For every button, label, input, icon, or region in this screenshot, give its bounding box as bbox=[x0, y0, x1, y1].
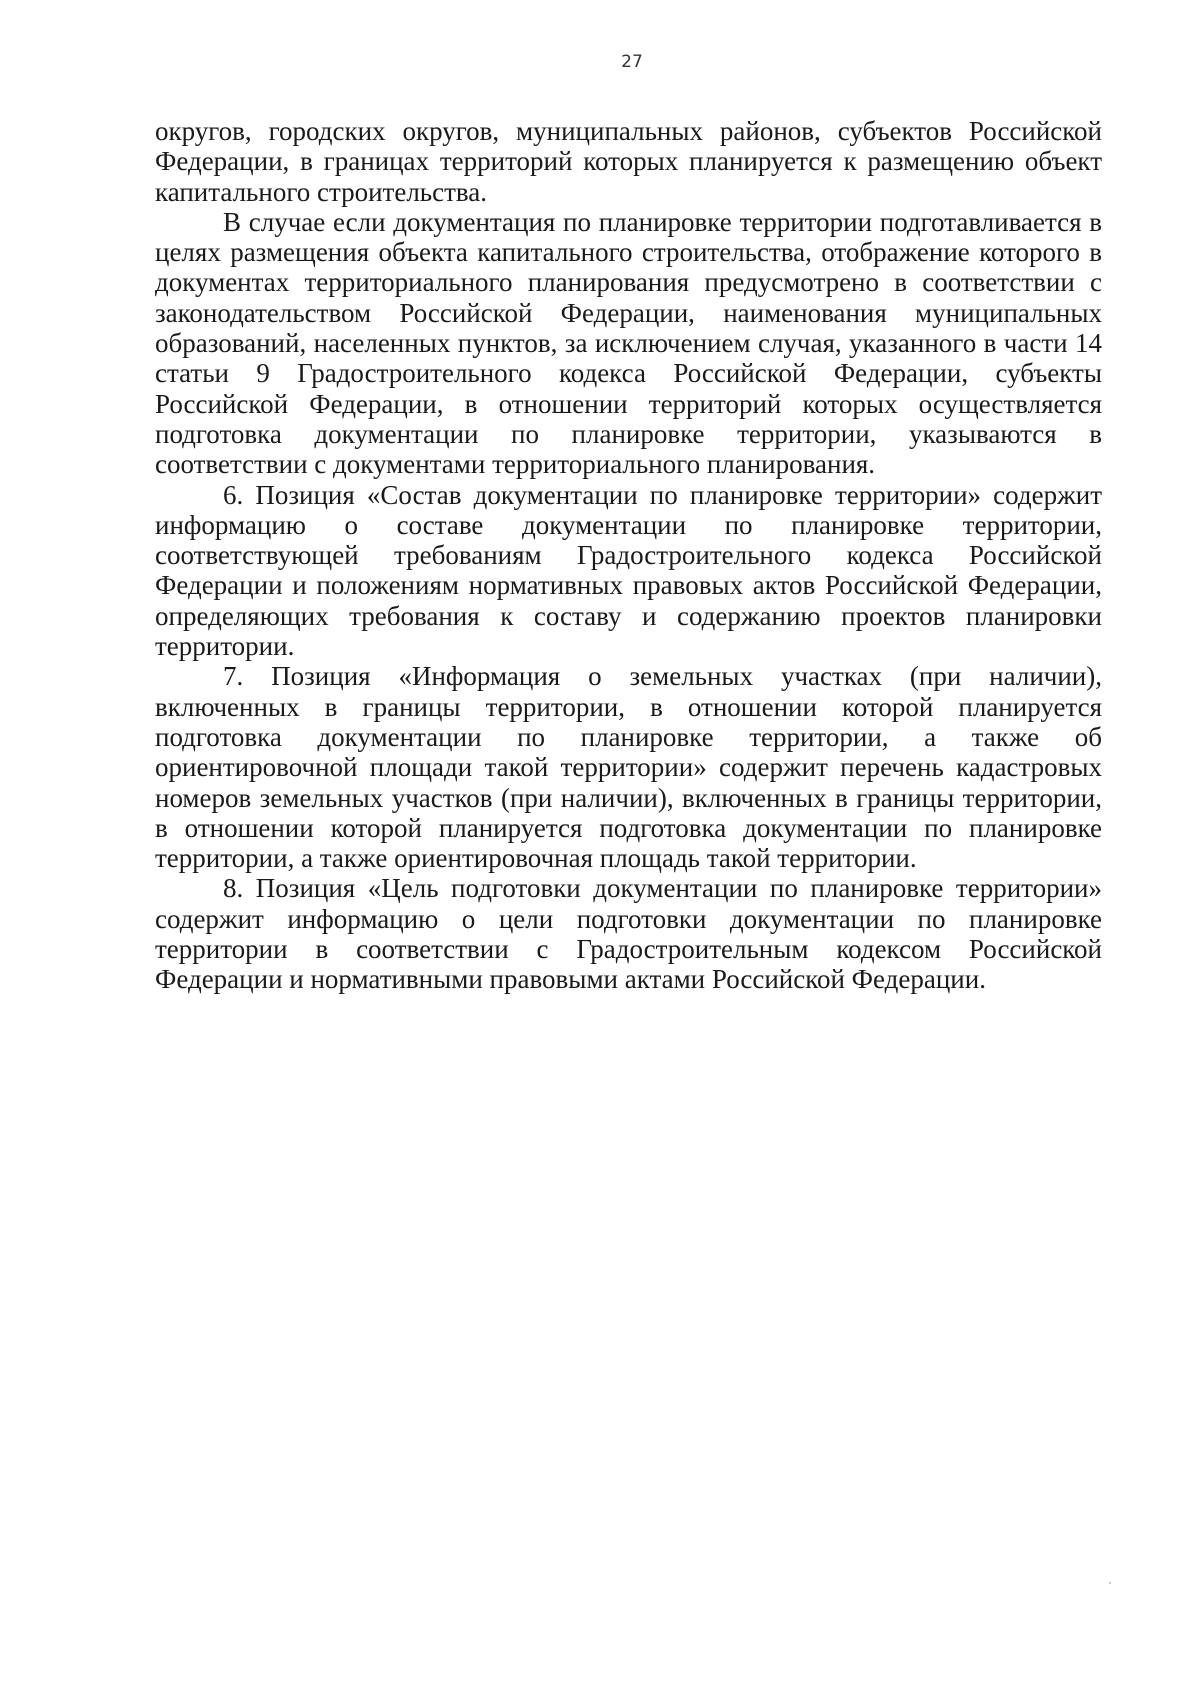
paragraph-continuation: округов, городских округов, муниципальных районов, субъектов Российской Федерации, в границах территорий которых планируется к размещению объект капитального строительства. bbox=[155, 116, 1102, 207]
paragraph-case: В случае если документация по планировке территории подготавливается в целях размещения объекта капитального строительства, отображение которого в документах территориального планирования предусмотрено в соответствии с законодательством Российской Федерации, наименования муниципальных образований, населенных пунктов, за исключением случая, указанного в части 14 статьи 9 Градостроительного кодекса Российской Федерации, субъекты Российской Федерации, в отношении территорий которых осуществляется подготовка документации по планировке территории, указываются в соответствии с документами территориального планирования. bbox=[155, 206, 1102, 480]
scan-artifact bbox=[1109, 1582, 1111, 1584]
paragraph-item-6: 6. Позиция «Состав документации по планировке территории» содержит информацию о составе документации по планировке территории, соответствующей требованиям Градостроительного кодекса Российской Федерации и положениям нормативных правовых актов Российской Федерации, определяющих требования к составу и содержанию проектов планировки территории. bbox=[155, 479, 1102, 662]
document-body bbox=[155, 116, 1102, 995]
page-number: 27 bbox=[621, 52, 643, 72]
paragraph-item-7: 7. Позиция «Информация о земельных участках (при наличии), включенных в границы территории, в отношении которой планируется подготовка документации по планировке территории, а также об ориентировочной площади такой территории» содержит перечень кадастровых номеров земельных участков (при наличии), включенных в границы территории, в отношении которой планируется подготовка документации по планировке территории, а также ориентировочная площадь такой территории. bbox=[155, 661, 1102, 874]
paragraph-item-8: 8. Позиция «Цель подготовки документации по планировке территории» содержит информацию о цели подготовки документации по планировке территории в соответствии с Градостроительным кодексом Российской Федерации и нормативными правовыми актами Российской Федерации. bbox=[155, 873, 1102, 995]
